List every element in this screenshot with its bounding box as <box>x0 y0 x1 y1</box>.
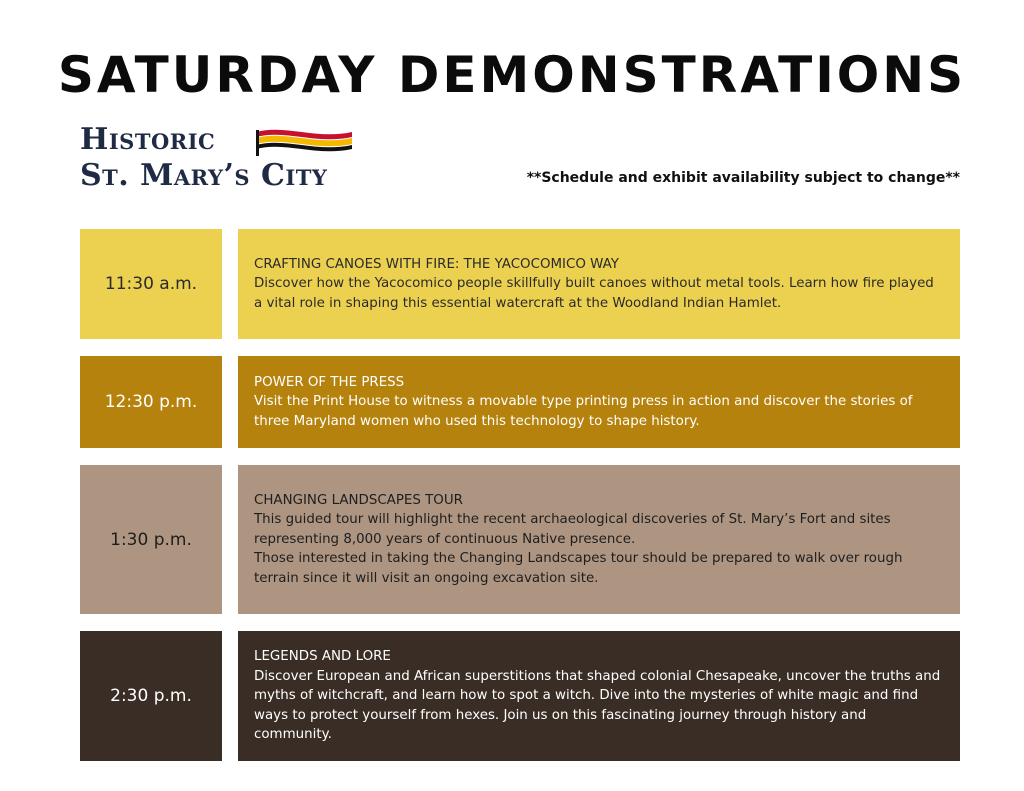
event-time: 12:30 p.m. <box>80 356 222 448</box>
event-description <box>238 631 960 761</box>
event-row <box>80 356 960 448</box>
event-description <box>238 229 960 339</box>
event-row <box>80 465 960 614</box>
historic-st-marys-city-logo <box>80 122 370 194</box>
event-row <box>80 229 960 339</box>
event-time: 1:30 p.m. <box>80 465 222 614</box>
logo-text-line1: Historic <box>80 122 216 157</box>
event-heading: LEGENDS AND LORE <box>254 649 391 665</box>
event-description <box>238 356 960 448</box>
logo-text-line2: St. Mary’s City <box>80 158 328 193</box>
event-heading: POWER OF THE PRESS <box>254 374 405 390</box>
event-body: Discover how the Yacocomico people skillfully built canoes without metal tools. Learn how fire played a vital role in shaping this essential watercraft at the Woodland Indian Hamlet. <box>254 276 934 311</box>
schedule-notice: **Schedule and exhibit availability subject to change** <box>526 170 960 186</box>
event-heading: CHANGING LANDSCAPES TOUR <box>254 492 463 508</box>
event-extra-note: Those interested in taking the Changing Landscapes tour should be prepared to walk over rough terrain since it will visit an ongoing excavation site. <box>254 551 903 586</box>
flag-icon <box>256 126 352 158</box>
event-time: 11:30 a.m. <box>80 229 222 339</box>
event-heading: CRAFTING CANOES WITH FIRE: THE YACOCOMICO WAY <box>254 256 619 272</box>
event-body: Visit the Print House to witness a movable type printing press in action and discover the stories of three Maryland women who used this technology to shape history. <box>254 394 913 429</box>
event-row <box>80 631 960 761</box>
event-time: 2:30 p.m. <box>80 631 222 761</box>
event-description <box>238 465 960 614</box>
page-title: SATURDAY DEMONSTRATIONS <box>57 46 967 104</box>
event-body: Discover European and African superstitions that shaped colonial Chesapeake, uncover the truths and myths of witchcraft, and learn how to spot a witch. Dive into the mysteries of white magic and find ways to protect yourself from hexes. Join us on this fascinating journey through history and community. <box>254 668 941 743</box>
event-body: This guided tour will highlight the recent archaeological discoveries of St. Mary’s Fort and sites representing 8,000 years of continuous Native presence. <box>254 512 891 547</box>
